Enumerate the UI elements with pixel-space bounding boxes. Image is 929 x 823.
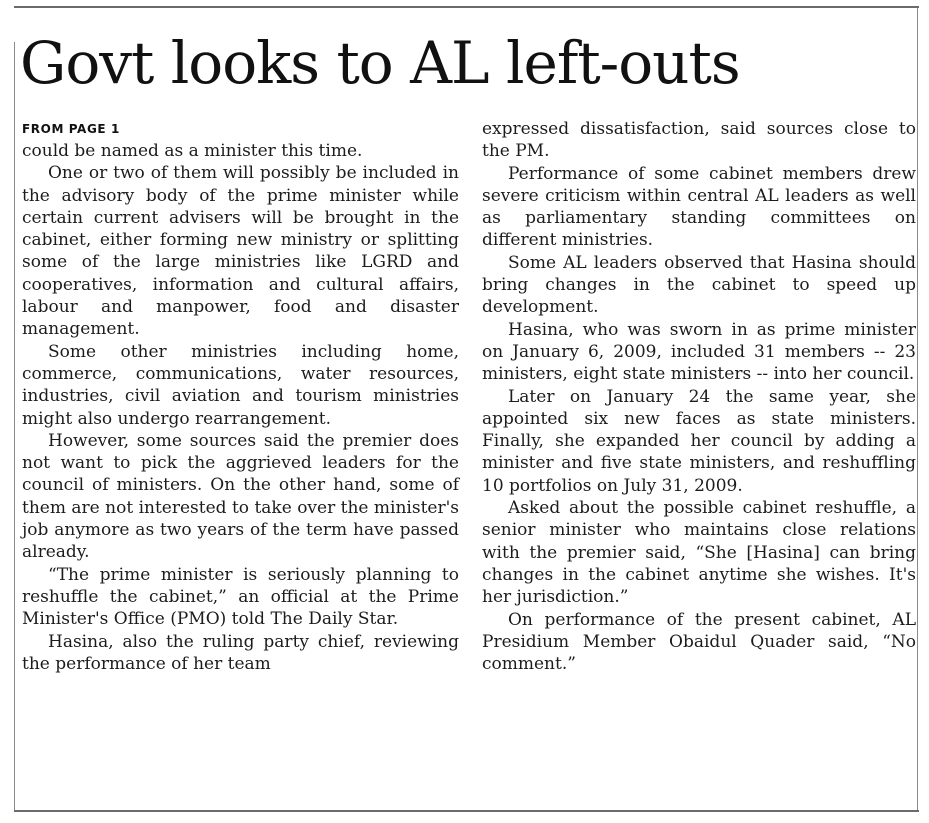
left-rule xyxy=(14,42,15,810)
article-column-left xyxy=(22,118,459,675)
article-column-right xyxy=(482,118,916,675)
paragraph: Later on January 24 the same year, she appointed six new faces as state ministers. Finally, she expanded her council by adding a minister and five state ministers, and reshuffling 10 portfolios on July 31, 2009. xyxy=(482,386,916,496)
right-rule xyxy=(917,8,918,811)
paragraph: Hasina, also the ruling party chief, reviewing the performance of her team xyxy=(22,631,459,674)
top-rule xyxy=(14,6,919,8)
paragraph: However, some sources said the premier does not want to pick the aggrieved leaders for the council of ministers. On the other hand, some of them are not interested to take over the minister's job anymore as two years of the term have passed already. xyxy=(22,430,459,563)
paragraph: Some other ministries including home, commerce, communications, water resources, industries, civil aviation and tourism ministries might also undergo rearrangement. xyxy=(22,341,459,429)
continuation-kicker: FROM PAGE 1 xyxy=(22,122,120,136)
paragraph: “The prime minister is seriously planning to reshuffle the cabinet,” an official at the Prime Minister's Office (PMO) told The Daily Star. xyxy=(22,564,459,630)
headline: Govt looks to AL left-outs xyxy=(20,29,740,97)
paragraph: could be named as a minister this time. xyxy=(22,141,363,161)
paragraph: expressed dissatisfaction, said sources close to the PM. xyxy=(482,119,916,162)
paragraph: Hasina, who was sworn in as prime minister on January 6, 2009, included 31 members -- 23 ministers, eight state ministers -- into her council. xyxy=(482,319,916,385)
bottom-rule xyxy=(14,810,919,812)
paragraph: One or two of them will possibly be included in the advisory body of the prime minister while certain current advisers will be brought in the cabinet, either forming new ministry or splitting some of the large ministries like LGRD and cooperatives, information and cultural affairs, labour and manpower, food and disaster management. xyxy=(22,163,459,340)
paragraph: Some AL leaders observed that Hasina should bring changes in the cabinet to speed up development. xyxy=(482,252,916,318)
paragraph: On performance of the present cabinet, AL Presidium Member Obaidul Quader said, “No comment.” xyxy=(482,609,916,675)
paragraph: Asked about the possible cabinet reshuffle, a senior minister who maintains close relations with the premier said, “She [Hasina] can bring changes in the cabinet anytime she wishes. It's her jurisdiction.” xyxy=(482,498,916,608)
paragraph: Performance of some cabinet members drew severe criticism within central AL leaders as well as parliamentary standing committees on different ministries. xyxy=(482,163,916,251)
